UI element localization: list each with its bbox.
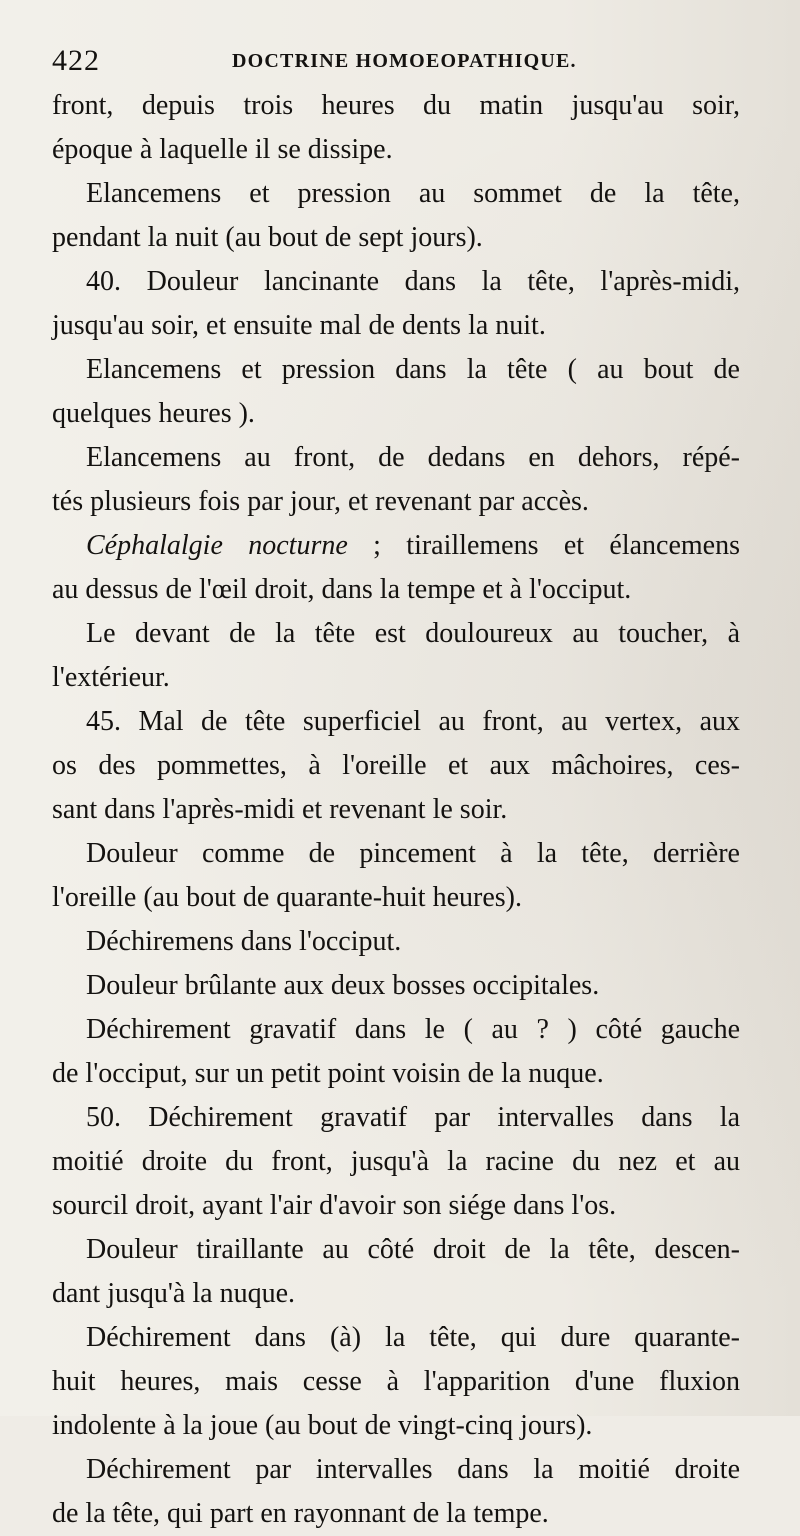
line-text: Elancemens et pression dans la tête ( au bout de xyxy=(86,354,740,385)
text-line xyxy=(52,1228,740,1272)
line-text: moitié droite du front, jusqu'à la racine du nez et au xyxy=(52,1146,740,1177)
text-line xyxy=(52,1492,740,1536)
line-text: pendant la nuit (au bout de sept jours). xyxy=(52,222,483,253)
text-line xyxy=(52,1404,740,1448)
line-text: jusqu'au soir, et ensuite mal de dents la nuit. xyxy=(52,310,546,341)
text-line xyxy=(52,876,740,920)
line-text: Douleur tiraillante au côté droit de la tête, descen- xyxy=(86,1234,740,1265)
line-text: Déchirement par intervalles dans la moitié droite xyxy=(86,1454,740,1485)
line-text: dant jusqu'à la nuque. xyxy=(52,1278,295,1309)
text-line xyxy=(52,700,740,744)
line-text: tés plusieurs fois par jour, et revenant par accès. xyxy=(52,486,589,517)
line-text: Déchirement dans (à) la tête, qui dure quarante- xyxy=(86,1322,740,1353)
text-line xyxy=(52,656,740,700)
text-line xyxy=(52,964,740,1008)
text-line xyxy=(52,172,740,216)
text-line xyxy=(52,1316,740,1360)
text-line xyxy=(52,260,740,304)
text-line xyxy=(52,1140,740,1184)
page-header xyxy=(52,44,752,80)
line-text: 40. Douleur lancinante dans la tête, l'après-midi, xyxy=(86,266,740,297)
text-line xyxy=(52,392,740,436)
line-text: indolente à la joue (au bout de vingt-cinq jours). xyxy=(52,1410,593,1441)
text-line xyxy=(52,1052,740,1096)
line-text: de l'occiput, sur un petit point voisin de la nuque. xyxy=(52,1058,604,1089)
text-line xyxy=(52,612,740,656)
text-line xyxy=(52,304,740,348)
text-line xyxy=(52,1360,740,1404)
text-line xyxy=(52,128,740,172)
line-text: huit heures, mais cesse à l'apparition d'une fluxion xyxy=(52,1366,740,1397)
italic-phrase: Céphalalgie nocturne xyxy=(86,530,348,561)
line-text: 50. Déchirement gravatif par intervalles dans la xyxy=(86,1102,740,1133)
line-text: os des pommettes, à l'oreille et aux mâchoires, ces- xyxy=(52,750,740,781)
line-text: Elancemens et pression au sommet de la tête, xyxy=(86,178,740,209)
text-line xyxy=(52,480,740,524)
line-text: sant dans l'après-midi et revenant le soir. xyxy=(52,794,508,825)
text-line xyxy=(52,1272,740,1316)
text-line xyxy=(52,216,740,260)
line-text: Déchiremens dans l'occiput. xyxy=(86,926,402,957)
text-line xyxy=(52,568,740,612)
line-text: l'oreille (au bout de quarante-huit heures). xyxy=(52,882,522,913)
line-text: ; tiraillemens et élancemens xyxy=(347,530,741,561)
text-line xyxy=(52,1448,740,1492)
page-number: 422 xyxy=(52,44,100,77)
line-text: 45. Mal de tête superficiel au front, au vertex, aux xyxy=(86,706,740,737)
line-text: Douleur comme de pincement à la tête, derrière xyxy=(86,838,740,869)
running-title: DOCTRINE HOMOEOPATHIQUE. xyxy=(232,50,577,72)
text-line xyxy=(52,348,740,392)
text-line xyxy=(52,744,740,788)
text-line xyxy=(52,1008,740,1052)
text-line xyxy=(52,84,740,128)
text-line xyxy=(52,788,740,832)
line-text: au dessus de l'œil droit, dans la tempe et à l'occiput. xyxy=(52,574,632,605)
line-text: quelques heures ). xyxy=(52,398,255,429)
line-text: Douleur brûlante aux deux bosses occipitales. xyxy=(86,970,600,1001)
body-text xyxy=(52,84,740,1536)
text-line xyxy=(52,524,740,568)
line-text: Le devant de la tête est douloureux au toucher, à xyxy=(86,618,740,649)
line-text: époque à laquelle il se dissipe. xyxy=(52,134,393,165)
line-text: front, depuis trois heures du matin jusqu'au soir, xyxy=(52,90,740,121)
line-text: de la tête, qui part en rayonnant de la tempe. xyxy=(52,1498,549,1529)
line-text: sourcil droit, ayant l'air d'avoir son siége dans l'os. xyxy=(52,1190,617,1221)
text-line xyxy=(52,1184,740,1228)
text-line xyxy=(52,832,740,876)
line-text: l'extérieur. xyxy=(52,662,170,693)
text-line xyxy=(52,436,740,480)
text-line xyxy=(52,1096,740,1140)
line-text: Elancemens au front, de dedans en dehors, répé- xyxy=(86,442,740,473)
text-line xyxy=(52,920,740,964)
line-text: Déchirement gravatif dans le ( au ? ) côté gauche xyxy=(86,1014,740,1045)
